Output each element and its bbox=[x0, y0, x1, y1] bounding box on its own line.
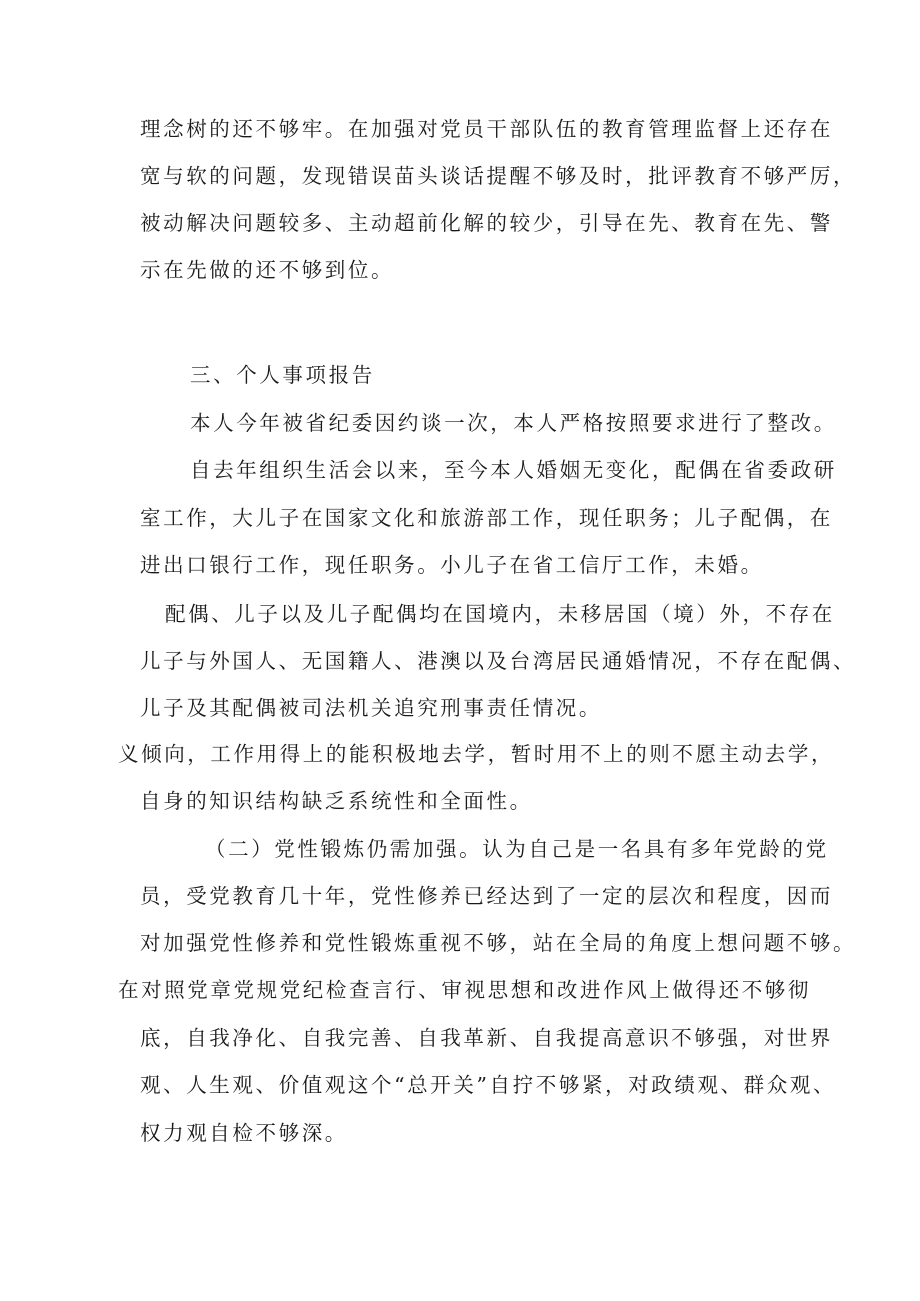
text-line-17: 对加强党性修养和党性锻炼重视不够，站在全局的角度上想问题不够。 bbox=[140, 931, 857, 955]
text-line-8: 室工作，大儿子在国家文化和旅游部工作，现任职务；儿子配偶，在 bbox=[140, 506, 833, 530]
subsection-heading-party-spirit: （二）党性锻炼仍需加强。认为自己是一名具有多年党龄的党 bbox=[205, 837, 829, 861]
text-line-12: 儿子及其配偶被司法机关追究刑事责任情况。 bbox=[140, 696, 602, 720]
text-line-10: 配偶、儿子以及儿子配偶均在国境内，未移居国（境）外，不存在 bbox=[165, 602, 835, 626]
text-line-1: 理念树的还不够牢。在加强对党员干部队伍的教育管理监督上还存在 bbox=[140, 117, 833, 141]
text-line-21: 权力观自检不够深。 bbox=[140, 1121, 348, 1145]
text-line-20: 观、人生观、价值观这个“总开关”自拧不够紧，对政绩观、群众观、 bbox=[140, 1073, 837, 1097]
text-line-19: 底，自我净化、自我完善、自我革新、自我提高意识不够强，对世界 bbox=[140, 1026, 833, 1050]
text-line-6: 本人今年被省纪委因约谈一次，本人严格按照要求进行了整改。 bbox=[190, 411, 837, 435]
section-heading-personal-matters: 三、个人事项报告 bbox=[190, 363, 375, 387]
text-line-9: 进出口银行工作，现任职务。小儿子在省工信厅工作，未婚。 bbox=[140, 553, 764, 577]
text-line-4: 示在先做的还不够到位。 bbox=[140, 258, 395, 282]
text-line-18: 在对照党章党规党纪检查言行、审视思想和改进作风上做得还不够彻 bbox=[118, 978, 811, 1002]
text-line-2: 宽与软的问题，发现错误苗头谈话提醒不够及时，批评教育不够严厉， bbox=[140, 164, 857, 188]
text-line-11: 儿子与外国人、无国籍人、港澳以及台湾居民通婚情况，不存在配偶、 bbox=[140, 649, 857, 673]
text-line-14: 自身的知识结构缺乏系统性和全面性。 bbox=[140, 789, 533, 813]
text-line-16: 员，受党教育几十年，党性修养已经达到了一定的层次和程度，因而 bbox=[140, 884, 833, 908]
text-line-7: 自去年组织生活会以来，至今本人婚姻无变化，配偶在省委政研 bbox=[190, 458, 837, 482]
text-line-13: 义倾向，工作用得上的能积极地去学，暂时用不上的则不愿主动去学， bbox=[118, 742, 835, 766]
text-line-3: 被动解决问题较多、主动超前化解的较少，引导在先、教育在先、警 bbox=[140, 211, 833, 235]
